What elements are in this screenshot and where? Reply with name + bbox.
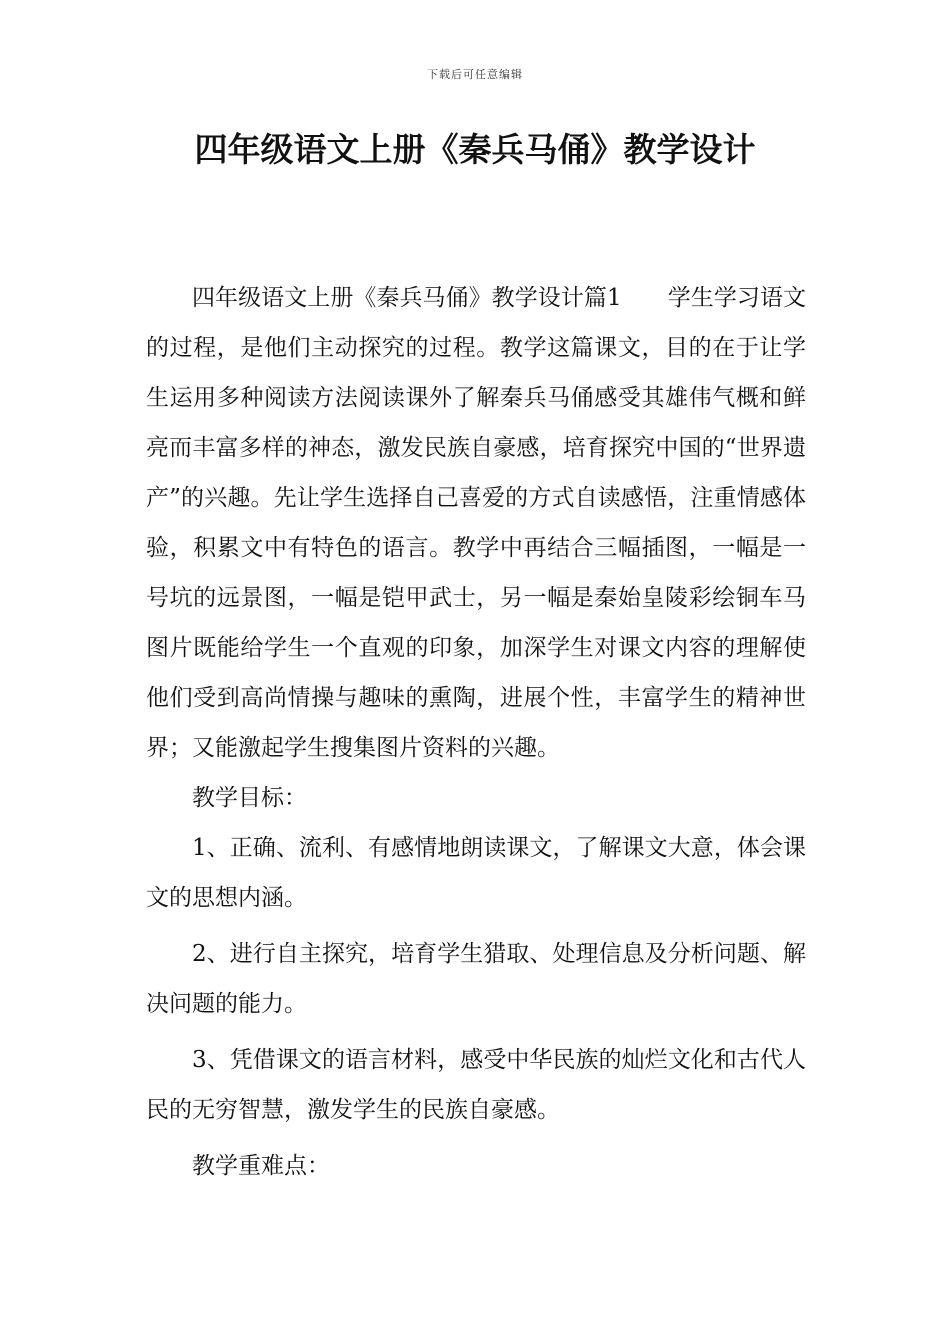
header-note: 下载后可任意编辑 [427, 68, 523, 81]
intro-paragraph: 四年级语文上册《秦兵马俑》教学设计篇1 学生学习语文的过程，是他们主动探究的过程。教学这篇课文，目的在于让学生运用多种阅读方法阅读课外了解秦兵马俑感受其雄伟气概和鲜亮而丰富多样的神态，激发民族自豪感，培育探究中国的“世界遗产”的兴趣。先让学生选择自己喜爱的方式自读感悟，注重情感体验，积累文中有特色的语言。教学中再结合三幅插图，一幅是一号坑的远景图，一幅是铠甲武士，另一幅是秦始皇陵彩绘铜车马图片既能给学生一个直观的印象，加深学生对课文内容的理解使他们受到高尚情操与趣味的熏陶，进展个性，丰富学生的精神世界；又能激起学生搜集图片资料的兴趣。 [146, 285, 806, 761]
objective-item-2: 2、进行自主探究，培育学生猎取、处理信息及分析问题、解决问题的能力。 [146, 941, 806, 1017]
key-points-heading: 教学重难点： [192, 1153, 330, 1179]
document-body [146, 273, 806, 1191]
objective-item-3: 3、凭借课文的语言材料，感受中华民族的灿烂文化和古代人民的无穷智慧，激发学生的民族自豪感。 [146, 1047, 806, 1123]
document-title: 四年级语文上册《秦兵马俑》教学设计 [194, 130, 756, 169]
objective-item-1: 1、正确、流利、有感情地朗读课文，了解课文大意，体会课文的思想内涵。 [146, 835, 806, 911]
objectives-heading: 教学目标： [192, 785, 307, 811]
